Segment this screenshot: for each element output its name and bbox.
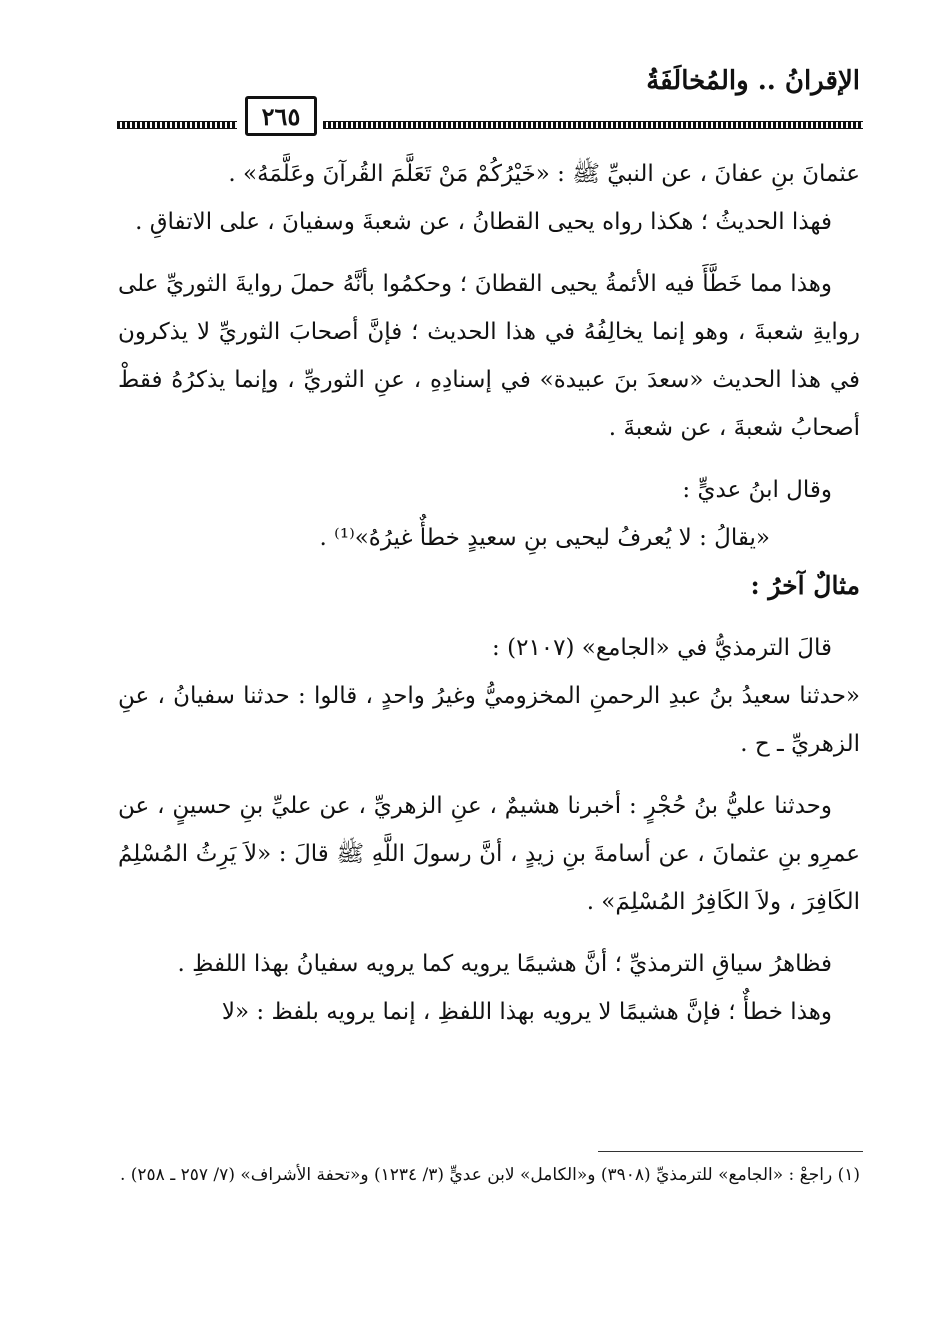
paragraph: وحدثنا عليُّ بنُ حُجْرٍ : أخبرنا هشيمٌ ، عنِ الزهريِّ ، عن عليِّ بنِ حسينٍ ، عن عمرِو بنِ عثمانَ ، عن أسامةَ بنِ زيدٍ ، أنَّ رسولَ اللَّهِ ﷺ قالَ : «لاَ يَرِثُ المُسْلِمُ الكَافِرَ ، ولاَ الكَافِرُ المُسْلِمَ» . <box>118 793 860 915</box>
paragraph: فظاهرُ سياقِ الترمذيِّ ؛ أنَّ هشيمًا يرويه كما يرويه سفيانُ بهذا اللفظِ . <box>177 951 832 977</box>
paragraph: وهذا مما خَطَّأَ فيه الأئمةُ يحيى القطانَ ؛ وحكمُوا بأنَّهُ حملَ روايةَ الثوريِّ على روايةِ شعبةَ ، وهو إنما يخالِفُهُ في هذا الحديث ؛ فإنَّ أصحابَ الثوريِّ لا يذكرون في هذا الحديث «سعدَ بنَ عبيدة» في إسنادِهِ ، عنِ الثوريِّ ، وإنما يذكرُهُ فقطْ أصحابُ شعبةَ ، عن شعبةَ . <box>118 271 860 441</box>
header-rule-right <box>323 121 863 129</box>
header-rule-left <box>117 121 237 129</box>
quote-paragraph: «يقالُ : لا يُعرفُ ليحيى بنِ سعيدٍ خطأٌ غيرُهُ»⁽¹⁾ . <box>319 525 770 551</box>
footnote-separator <box>598 1151 863 1152</box>
body-text <box>118 150 860 1036</box>
footnote: (١) راجعْ : «الجامع» للترمذيِّ (٣٩٠٨) و«الكامل» لابن عديٍّ (٣/ ١٢٣٤) و«تحفة الأشراف» (٧/ ٢٥٧ ـ ٢٥٨) . <box>119 1165 860 1185</box>
page-number: ٢٦٥ <box>245 96 317 136</box>
paragraph: وهذا خطأٌ ؛ فإنَّ هشيمًا لا يرويه بهذا اللفظِ ، إنما يرويه بلفظ : «لا <box>221 999 832 1025</box>
quote-paragraph: «حدثنا سعيدُ بنُ عبدِ الرحمنِ المخزوميُّ وغيرُ واحدٍ ، قالوا : حدثنا سفيانُ ، عنِ الزهريِّ ـ ح . <box>118 683 860 757</box>
paragraph: قالَ الترمذيُّ في «الجامع» (٢١٠٧) : <box>492 635 832 661</box>
paragraph-continuation: عثمانَ بنِ عفانَ ، عن النبيِّ ﷺ : «خَيْرُكُمْ مَنْ تَعَلَّمَ القُرآنَ وعَلَّمَهُ» . <box>228 161 860 187</box>
paragraph: وقال ابنُ عديٍّ : <box>682 477 832 503</box>
running-title: الإقرانُ .. والمُخالَفَةُ <box>646 66 860 96</box>
section-heading: مثالٌ آخرُ : <box>750 571 860 600</box>
paragraph: فهذا الحديثُ ؛ هكذا رواه يحيى القطانُ ، عن شعبةَ وسفيانَ ، على الاتفاقِ . <box>135 209 832 235</box>
